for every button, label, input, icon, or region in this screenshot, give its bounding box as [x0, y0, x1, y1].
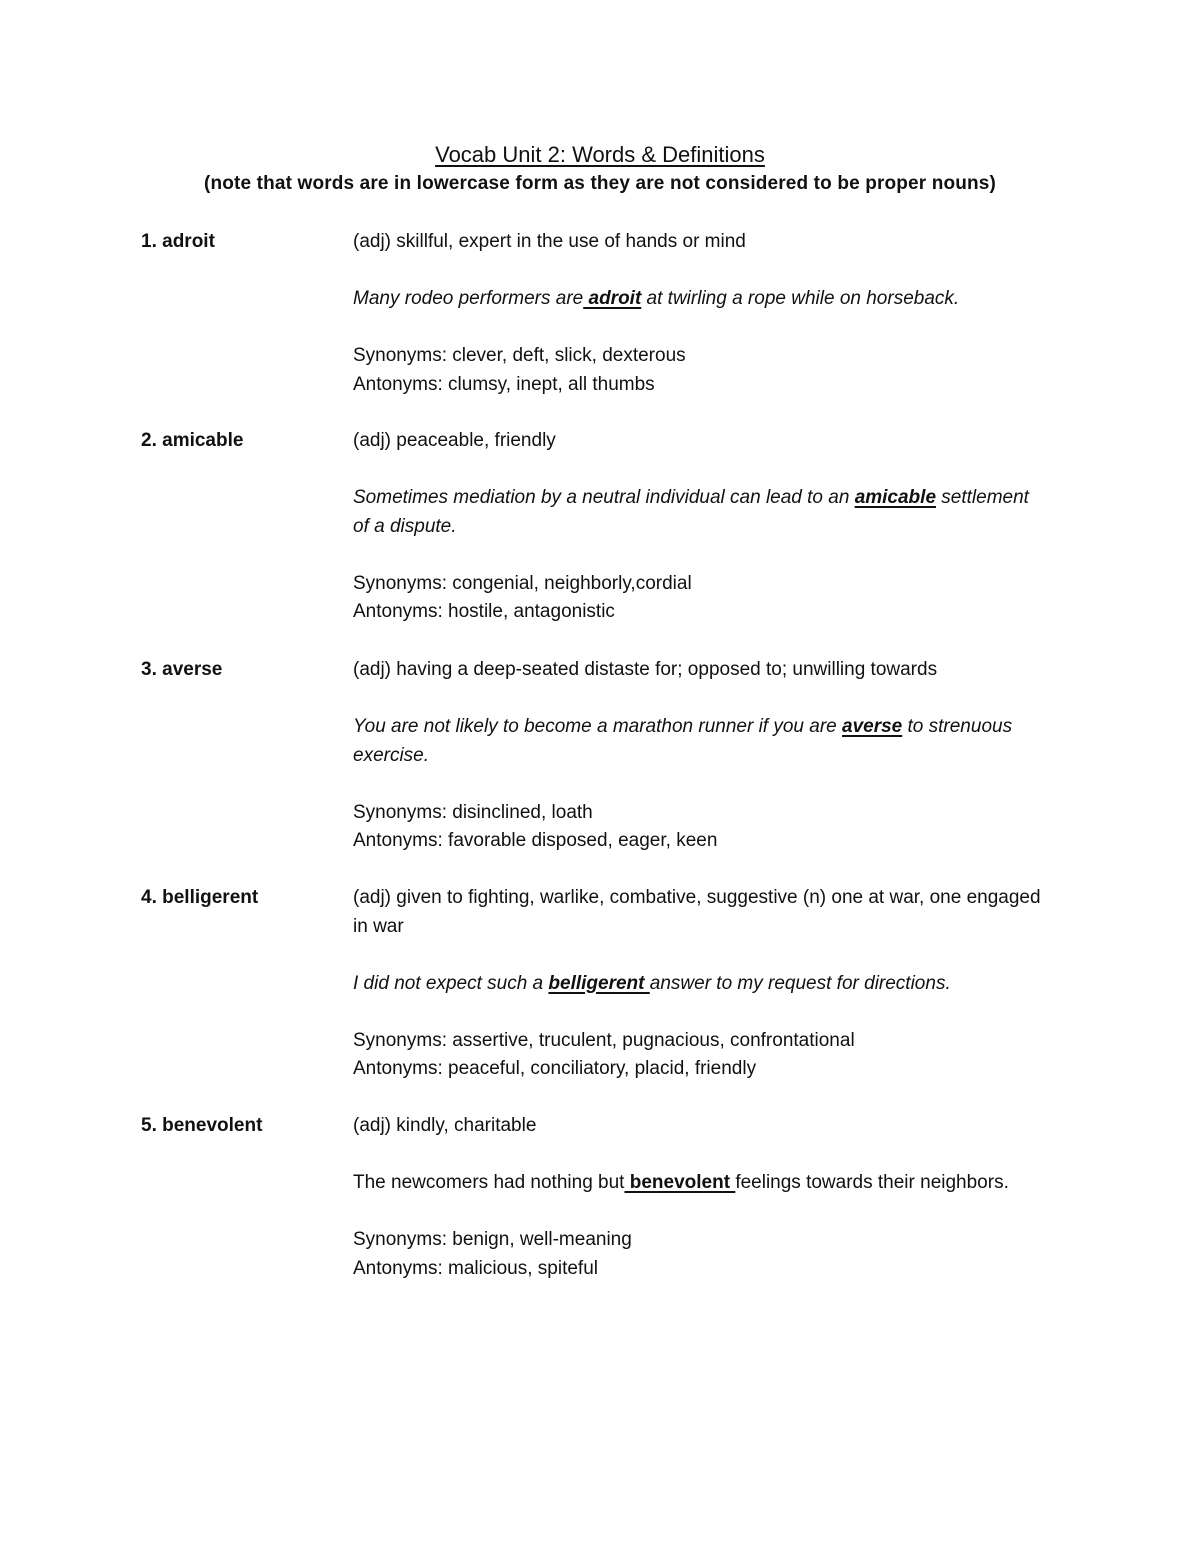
entry-synonyms: Synonyms: assertive, truculent, pugnacious, confrontational: [353, 1029, 855, 1051]
example-text-before: Many rodeo performers are: [353, 288, 584, 309]
example-text-after: feelings towards their neighbors.: [735, 1172, 1009, 1193]
entry-word: 4. belligerent: [141, 887, 259, 908]
entry-word: 2. amicable: [141, 430, 244, 451]
page-subtitle: (note that words are in lowercase form as they are not considered to be proper nouns): [204, 173, 996, 194]
page-title: Vocab Unit 2: Words & Definitions: [435, 142, 765, 167]
example-text-before: I did not expect such a: [353, 972, 549, 994]
entry-detail: [353, 884, 1043, 1084]
example-keyword: belligerent: [548, 972, 650, 994]
entry-definition: (adj) kindly, charitable: [353, 1115, 537, 1136]
entry-example: [353, 285, 1043, 314]
entry-antonyms: Antonyms: favorable disposed, eager, keen: [353, 830, 718, 851]
entry-word: 1. adroit: [141, 231, 215, 252]
entry-synonyms: Synonyms: congenial, neighborly,cordial: [353, 572, 692, 594]
example-keyword: benevolent: [624, 1172, 736, 1193]
example-text-before: You are not likely to become a marathon runner if you are: [353, 716, 842, 737]
example-text-before: Sometimes mediation by a neutral individual can lead to an: [353, 487, 855, 508]
entry-word: 3. averse: [141, 659, 223, 680]
example-keyword: adroit: [583, 288, 642, 309]
entry-definition: (adj) skillful, expert in the use of hands or mind: [353, 231, 746, 252]
entry-definition: (adj) peaceable, friendly: [353, 430, 556, 451]
entry-antonyms: Antonyms: clumsy, inept, all thumbs: [353, 373, 655, 395]
entry-example: [353, 484, 1043, 541]
entry-word: 5. benevolent: [141, 1115, 263, 1136]
entry-detail: [353, 1112, 1043, 1283]
example-keyword: averse: [842, 716, 903, 737]
entry-detail: [353, 427, 1043, 627]
entry-synonyms: Synonyms: benign, well-meaning: [353, 1229, 632, 1250]
entry-synonyms: Synonyms: clever, deft, slick, dexterous: [353, 345, 686, 366]
example-text-after: answer to my request for directions.: [649, 972, 951, 994]
example-text-after: settlement of a dispute.: [353, 487, 1029, 537]
example-text-after: at twirling a rope while on horseback.: [641, 288, 960, 309]
example-text-before: The newcomers had nothing but: [353, 1172, 625, 1193]
entry-synonyms: Synonyms: disinclined, loath: [353, 801, 593, 823]
entry-definition: (adj) having a deep-seated distaste for; opposed to; unwilling towards: [353, 659, 938, 680]
example-text-after: to strenuous exercise.: [353, 716, 1013, 766]
entry-detail: [353, 656, 1043, 856]
entry-example: [353, 713, 1043, 770]
entry-definition: (adj) given to fighting, warlike, combative, suggestive (n) one at war, one engaged in war: [353, 887, 1041, 937]
entry-antonyms: Antonyms: peaceful, conciliatory, placid, friendly: [353, 1058, 757, 1079]
example-keyword: amicable: [854, 487, 937, 508]
entry-example: [353, 1169, 1043, 1198]
entry-detail: [353, 228, 1043, 399]
entry-antonyms: Antonyms: malicious, spiteful: [353, 1257, 598, 1279]
entry-example: [353, 970, 1043, 999]
entry-antonyms: Antonyms: hostile, antagonistic: [353, 601, 615, 622]
